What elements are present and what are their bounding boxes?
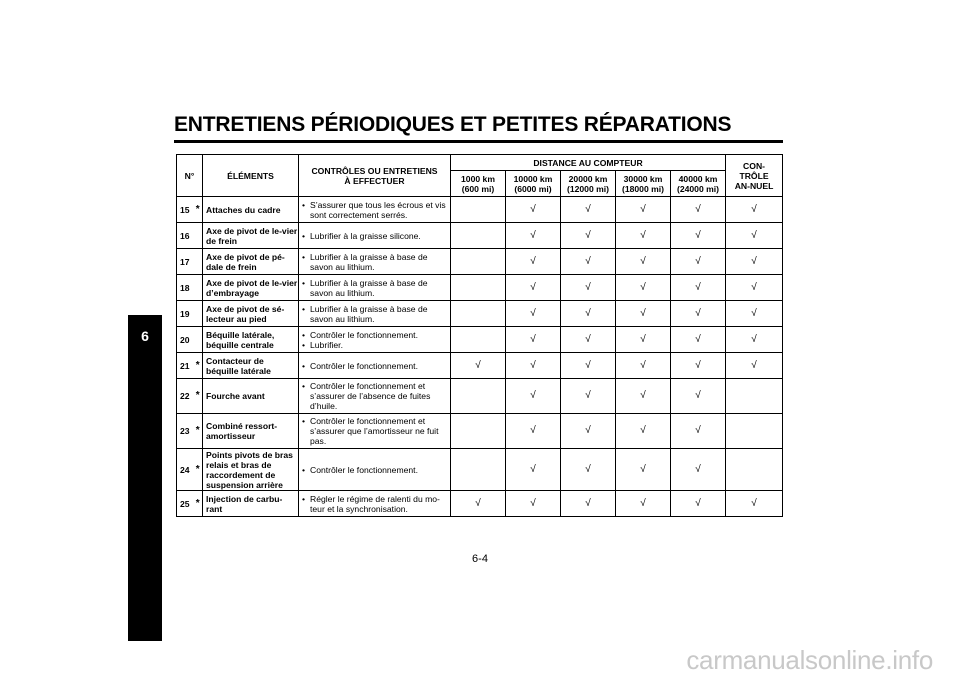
row-number: 15 (177, 197, 194, 223)
row-number: 17 (177, 249, 194, 275)
distance-mi: (6000 mi) (514, 183, 552, 194)
check-mark-icon: √ (751, 229, 757, 241)
check-mark-icon: √ (530, 463, 536, 475)
bullet-icon: • (302, 230, 306, 241)
row-star-marker: * (194, 353, 203, 379)
control-item (302, 231, 448, 241)
row-star-marker (194, 223, 203, 249)
header-distance-col (506, 171, 561, 197)
distance-km: 1000 km (461, 173, 495, 184)
bullet-icon: • (302, 251, 306, 262)
check-cell (726, 301, 783, 327)
distance-km: 30000 km (623, 173, 663, 184)
check-cell (671, 379, 726, 414)
chapter-number: 6 (141, 328, 149, 344)
distance-mi: (12000 mi) (566, 183, 610, 194)
check-mark-icon: √ (585, 229, 591, 241)
check-mark-icon: √ (475, 359, 481, 371)
check-cell (506, 449, 561, 491)
check-mark-icon: √ (530, 307, 536, 319)
table-row (177, 449, 783, 491)
check-cell (561, 379, 616, 414)
check-cell (671, 301, 726, 327)
bullet-icon: • (302, 329, 306, 340)
check-cell (726, 223, 783, 249)
row-star-marker (194, 301, 203, 327)
table-row (177, 414, 783, 449)
check-mark-icon: √ (640, 333, 646, 345)
check-mark-icon: √ (751, 203, 757, 215)
title-rule (174, 140, 783, 143)
row-controls (299, 449, 451, 491)
check-cell (616, 327, 671, 353)
row-controls (299, 327, 451, 353)
check-cell (616, 353, 671, 379)
check-mark-icon: √ (640, 229, 646, 241)
header-distance: DISTANCE AU COMPTEUR (451, 155, 726, 171)
maintenance-table (176, 154, 783, 517)
table-row (177, 275, 783, 301)
check-cell (726, 491, 783, 517)
check-cell (671, 249, 726, 275)
check-cell (671, 353, 726, 379)
check-cell (451, 414, 506, 449)
bullet-icon: • (302, 381, 306, 391)
row-number: 18 (177, 275, 194, 301)
row-number: 20 (177, 327, 194, 353)
control-text: Lubrifier. (310, 339, 343, 350)
row-element: Combiné ressort-amortisseur (203, 414, 299, 449)
control-text: Contrôler le fonctionnement. (310, 360, 418, 371)
check-cell (561, 414, 616, 449)
check-mark-icon: √ (695, 390, 701, 401)
check-cell (726, 197, 783, 223)
check-mark-icon: √ (751, 255, 757, 267)
check-cell (671, 449, 726, 491)
check-cell (726, 327, 783, 353)
table-row (177, 491, 783, 517)
row-star-marker: * (194, 491, 203, 517)
check-mark-icon: √ (695, 281, 701, 293)
check-cell (506, 197, 561, 223)
row-element: Béquille latérale, béquille centrale (203, 327, 299, 353)
check-mark-icon: √ (530, 255, 536, 267)
row-element: Injection de carbu-rant (203, 491, 299, 517)
row-star-marker (194, 249, 203, 275)
check-mark-icon: √ (530, 497, 536, 509)
header-annual: CON-TRÔLE AN-NUEL (726, 155, 783, 197)
control-text: Contrôler le fonctionnement et s’assurer que l’amortisseur ne fuit pas. (310, 416, 439, 446)
row-number: 25 (177, 491, 194, 517)
row-controls (299, 414, 451, 449)
check-mark-icon: √ (695, 307, 701, 319)
control-item (302, 340, 448, 350)
control-text: Lubrifier à la graisse à base de savon au lithium. (310, 303, 428, 324)
check-mark-icon: √ (585, 281, 591, 293)
check-cell (616, 197, 671, 223)
row-star-marker (194, 275, 203, 301)
check-mark-icon: √ (585, 203, 591, 215)
check-cell (561, 275, 616, 301)
check-cell (561, 197, 616, 223)
header-distance-col (616, 171, 671, 197)
check-cell (561, 491, 616, 517)
check-mark-icon: √ (695, 359, 701, 371)
check-cell (616, 491, 671, 517)
row-star-marker (194, 327, 203, 353)
bullet-icon: • (302, 303, 306, 314)
check-mark-icon: √ (640, 281, 646, 293)
check-mark-icon: √ (695, 203, 701, 215)
header-num: N° (177, 155, 203, 197)
check-cell (506, 353, 561, 379)
bullet-icon: • (302, 493, 306, 504)
control-item (302, 494, 448, 514)
header-control: CONTRÔLES OU ENTRETIENS À EFFECTUER (299, 155, 451, 197)
control-text: Lubrifier à la graisse à base de savon au lithium. (310, 277, 428, 298)
page-title: ENTRETIENS PÉRIODIQUES ET PETITES RÉPARATIONS (174, 113, 732, 136)
control-item (302, 465, 448, 475)
row-element: Axe de pivot de le-vier de frein (203, 223, 299, 249)
check-mark-icon: √ (530, 390, 536, 401)
check-mark-icon: √ (585, 333, 591, 345)
check-mark-icon: √ (585, 359, 591, 371)
check-mark-icon: √ (751, 307, 757, 319)
header-distance-col (451, 171, 506, 197)
check-cell (451, 379, 506, 414)
check-mark-icon: √ (695, 497, 701, 509)
row-star-marker: * (194, 414, 203, 449)
check-mark-icon: √ (695, 425, 701, 436)
row-controls (299, 301, 451, 327)
check-mark-icon: √ (640, 425, 646, 436)
check-cell (506, 491, 561, 517)
check-cell (616, 275, 671, 301)
check-mark-icon: √ (695, 463, 701, 475)
check-cell (671, 197, 726, 223)
check-cell (451, 353, 506, 379)
control-text: Régler le régime de ralenti du mo-teur et la synchronisation. (310, 493, 440, 514)
row-element: Axe de pivot de le-vier d’embrayage (203, 275, 299, 301)
table-row (177, 249, 783, 275)
check-mark-icon: √ (640, 307, 646, 319)
check-mark-icon: √ (585, 497, 591, 509)
row-element: Contacteur de béquille latérale (203, 353, 299, 379)
distance-km: 20000 km (568, 173, 608, 184)
row-element: Points pivots de bras relais et bras de raccordement de suspension arrière (203, 449, 299, 491)
check-mark-icon: √ (751, 281, 757, 293)
check-mark-icon: √ (751, 497, 757, 509)
table-row (177, 301, 783, 327)
control-item (302, 416, 448, 446)
row-star-marker: * (194, 379, 203, 414)
check-cell (561, 223, 616, 249)
bullet-icon: • (302, 199, 306, 210)
check-cell (506, 327, 561, 353)
distance-mi: (600 mi) (461, 183, 495, 194)
check-cell (561, 301, 616, 327)
check-mark-icon: √ (475, 497, 481, 509)
distance-km: 10000 km (513, 173, 553, 184)
bullet-icon: • (302, 277, 306, 288)
check-mark-icon: √ (585, 463, 591, 475)
control-text: Lubrifier à la graisse à base de savon au lithium. (310, 251, 428, 272)
check-mark-icon: √ (530, 229, 536, 241)
row-star-marker: * (194, 449, 203, 491)
row-number: 21 (177, 353, 194, 379)
watermark: carmanualsonline.info (686, 645, 933, 675)
table-row (177, 197, 783, 223)
row-controls (299, 249, 451, 275)
check-cell (506, 275, 561, 301)
check-mark-icon: √ (640, 203, 646, 215)
check-cell (616, 414, 671, 449)
check-cell (451, 301, 506, 327)
check-mark-icon: √ (640, 359, 646, 371)
check-cell (561, 353, 616, 379)
check-mark-icon: √ (530, 359, 536, 371)
row-number: 22 (177, 379, 194, 414)
check-mark-icon: √ (751, 333, 757, 345)
header-distance-col (561, 171, 616, 197)
control-item (302, 381, 448, 411)
header-distance-col (671, 171, 726, 197)
distance-km: 40000 km (678, 173, 718, 184)
row-element: Attaches du cadre (203, 197, 299, 223)
chapter-tab (128, 315, 162, 641)
row-controls (299, 353, 451, 379)
check-cell (671, 327, 726, 353)
check-cell (671, 223, 726, 249)
check-mark-icon: √ (695, 333, 701, 345)
distance-mi: (18000 mi) (621, 183, 665, 194)
check-cell (561, 449, 616, 491)
check-mark-icon: √ (530, 333, 536, 345)
check-cell (506, 301, 561, 327)
check-cell (561, 249, 616, 275)
check-cell (506, 249, 561, 275)
check-mark-icon: √ (530, 425, 536, 436)
check-cell (726, 249, 783, 275)
page-number: 6-4 (472, 553, 488, 565)
distance-mi: (24000 mi) (676, 183, 720, 194)
bullet-icon: • (302, 416, 306, 426)
check-cell (506, 414, 561, 449)
control-text: S’assurer que tous les écrous et vis sont correctement serrés. (310, 199, 446, 220)
control-text: Contrôler le fonctionnement. (310, 464, 418, 475)
bullet-icon: • (302, 360, 306, 371)
control-item (302, 278, 448, 298)
check-mark-icon: √ (751, 359, 757, 371)
row-number: 19 (177, 301, 194, 327)
bullet-icon: • (302, 464, 306, 475)
check-cell (451, 449, 506, 491)
check-mark-icon: √ (585, 425, 591, 436)
control-item (302, 304, 448, 324)
check-cell (616, 301, 671, 327)
check-mark-icon: √ (530, 281, 536, 293)
check-cell (726, 379, 783, 414)
check-cell (726, 275, 783, 301)
row-controls (299, 197, 451, 223)
check-mark-icon: √ (585, 255, 591, 267)
check-cell (506, 223, 561, 249)
check-cell (616, 379, 671, 414)
check-cell (726, 353, 783, 379)
check-cell (671, 491, 726, 517)
check-cell (671, 275, 726, 301)
check-cell (726, 414, 783, 449)
check-mark-icon: √ (585, 390, 591, 401)
control-item (302, 252, 448, 272)
table-row (177, 353, 783, 379)
check-cell (451, 249, 506, 275)
table-row (177, 379, 783, 414)
row-number: 23 (177, 414, 194, 449)
check-mark-icon: √ (695, 255, 701, 267)
check-mark-icon: √ (585, 307, 591, 319)
control-item (302, 361, 448, 371)
check-mark-icon: √ (695, 229, 701, 241)
row-element: Fourche avant (203, 379, 299, 414)
bullet-icon: • (302, 339, 306, 350)
check-mark-icon: √ (640, 390, 646, 401)
row-star-marker: * (194, 197, 203, 223)
check-mark-icon: √ (640, 497, 646, 509)
control-text: Contrôler le fonctionnement et s’assurer de l’absence de fuites d’huile. (310, 381, 431, 411)
check-cell (561, 327, 616, 353)
check-cell (451, 223, 506, 249)
control-item (302, 200, 448, 220)
row-element: Axe de pivot de pé-dale de frein (203, 249, 299, 275)
control-item (302, 330, 448, 340)
check-cell (671, 414, 726, 449)
control-text: Lubrifier à la graisse silicone. (310, 230, 421, 241)
check-cell (451, 275, 506, 301)
check-mark-icon: √ (640, 255, 646, 267)
row-controls (299, 223, 451, 249)
row-controls (299, 379, 451, 414)
check-cell (726, 449, 783, 491)
check-cell (451, 197, 506, 223)
table-row (177, 223, 783, 249)
header-element: ÉLÉMENTS (203, 155, 299, 197)
row-number: 24 (177, 449, 194, 491)
row-controls (299, 491, 451, 517)
check-cell (616, 449, 671, 491)
check-cell (506, 379, 561, 414)
row-controls (299, 275, 451, 301)
check-cell (451, 327, 506, 353)
row-element: Axe de pivot de sé-lecteur au pied (203, 301, 299, 327)
control-text: Contrôler le fonctionnement. (310, 329, 418, 340)
check-cell (616, 223, 671, 249)
row-number: 16 (177, 223, 194, 249)
check-cell (616, 249, 671, 275)
check-cell (451, 491, 506, 517)
table-row (177, 327, 783, 353)
check-mark-icon: √ (530, 203, 536, 215)
check-mark-icon: √ (640, 463, 646, 475)
